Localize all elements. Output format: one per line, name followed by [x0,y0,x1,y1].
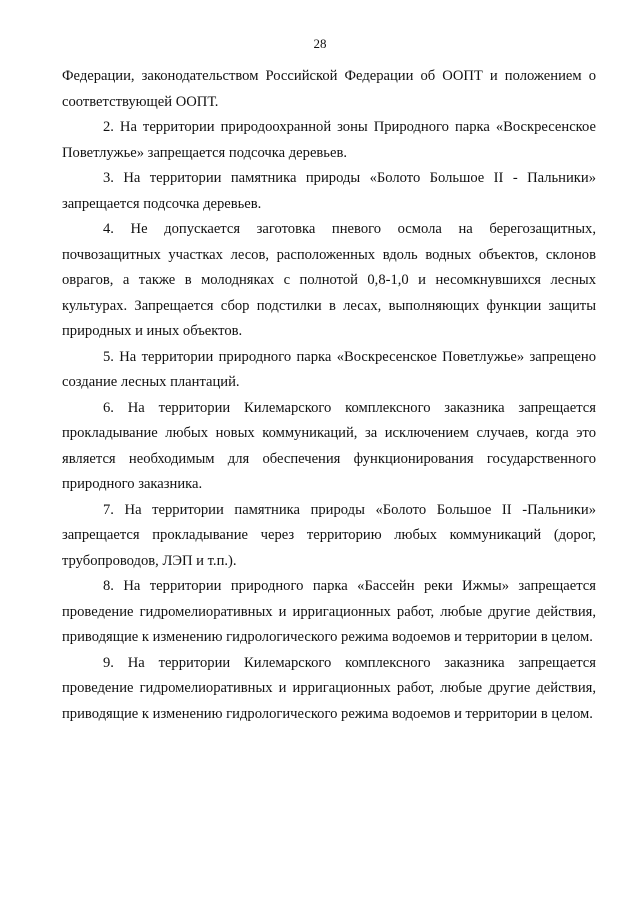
paragraph-item-5: 5. На территории природного парка «Воскресенское Поветлужье» запрещено создание лесных плантаций. [62,348,596,390]
page-number: 28 [313,36,327,51]
paragraph-item-6: 6. На территории Килемарского комплексного заказника запрещается прокладывание любых новых коммуникаций, за исключением случаев, когда это является необходимым для обеспечения функционирования государственного природного заказника. [62,399,596,492]
paragraph-item-3: 3. На территории памятника природы «Болото Большое II - Пальники» запрещается подсочка деревьев. [62,170,596,212]
document-body [62,64,596,727]
paragraph-item-7: 7. На территории памятника природы «Болото Большое II -Пальники» запрещается прокладывание через территорию любых коммуникаций (дорог, трубопроводов, ЛЭП и т.п.). [62,501,596,569]
paragraph-item-8: 8. На территории природного парка «Бассейн реки Ижмы» запрещается проведение гидромелиоративных и ирригационных работ, любые другие действия, приводящие к изменению гидрологического режима водоемов и территории в целом. [62,578,596,645]
paragraph-continuation: Федерации, законодательством Российской Федерации об ООПТ и положением о соответствующей ООПТ. [62,68,596,110]
paragraph-item-2: 2. На территории природоохранной зоны Природного парка «Воскресенское Поветлужье» запрещается подсочка деревьев. [62,119,596,161]
paragraph-item-4: 4. Не допускается заготовка пневого осмола на берегозащитных, почвозащитных участках лесов, расположенных вдоль водных объектов, склонов оврагов, а также в молодняках с полнотой 0,8-1,0 и несомкнувшихся лесных культурах. Запрещается сбор подстилки в лесах, выполняющих функции защиты природных и иных объектов. [62,221,596,339]
paragraph-item-9: 9. На территории Килемарского комплексного заказника запрещается проведение гидромелиоративных и ирригационных работ, любые другие действия, приводящие к изменению гидрологического режима водоемов и территории в целом. [62,654,596,722]
